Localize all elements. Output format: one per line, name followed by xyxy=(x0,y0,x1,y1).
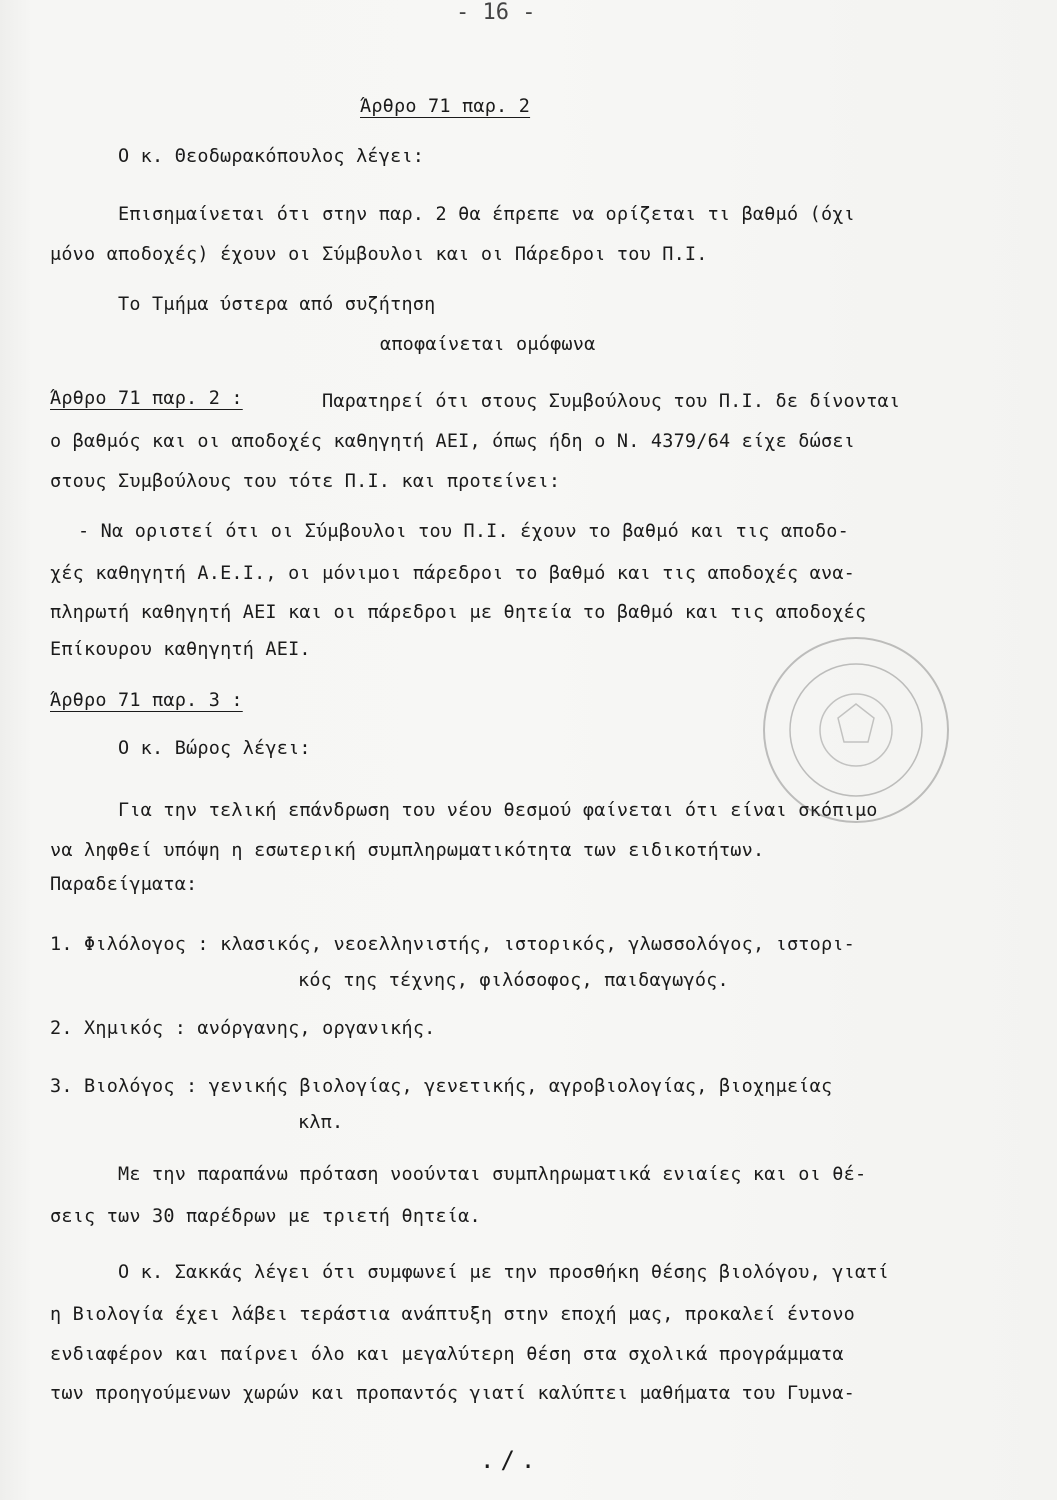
paragraph-line: η Βιολογία έχει λάβει τεράστια ανάπτυξη στην εποχή μας, προκαλεί έντονο xyxy=(50,1304,855,1325)
paragraph-line: Για την τελική επάνδρωση του νέου θεσμού φαίνεται ότι είναι σκόπιμο xyxy=(118,800,878,821)
example-item-3: 3. Βιολόγος : γενικής βιολογίας, γενετικής, αγροβιολογίας, βιοχημείας xyxy=(50,1076,833,1097)
paragraph-line: των προηγούμενων χωρών και προπαντός γιατί καλύπτει μαθήματα του Γυμνα- xyxy=(50,1383,855,1404)
proposal-line: - Να οριστεί ότι οι Σύμβουλοι του Π.Ι. έχουν το βαθμό και τις αποδο- xyxy=(78,521,849,542)
speaker-voros: Ο κ. Βώρος λέγει: xyxy=(118,738,311,759)
proposal-line: Επίκουρου καθηγητή ΑΕΙ. xyxy=(50,639,311,660)
paragraph-line: ενδιαφέρον και παίρνει όλο και μεγαλύτερη θέση στα σχολικά προγράμματα xyxy=(50,1344,844,1365)
heading-article-71-par-2: Άρθρο 71 παρ. 2 xyxy=(360,96,531,117)
proposal-line: πληρωτή καθηγητή ΑΕΙ και οι πάρεδροι με θητεία το βαθμό και τις αποδοχές xyxy=(50,602,867,623)
heading-article-71-par-2-b: Άρθρο 71 παρ. 2 : xyxy=(50,388,243,409)
proposal-line: χές καθηγητή Α.Ε.Ι., οι μόνιμοι πάρεδροι το βαθμό και τις αποδοχές ανα- xyxy=(50,563,855,584)
page-number: - 16 - xyxy=(456,0,536,25)
examples-label: Παραδείγματα: xyxy=(50,874,198,895)
paragraph-line: Επισημαίνεται ότι στην παρ. 2 θα έπρεπε να ορίζεται τι βαθμό (όχι xyxy=(118,204,855,225)
example-item-3-continued: κλπ. xyxy=(298,1112,344,1133)
example-item-1: 1. Φιλόλογος : κλασικός, νεοελληνιστής, ιστορικός, γλωσσολόγος, ιστορι- xyxy=(50,934,855,955)
paragraph-line: Το Τμήμα ύστερα από συζήτηση xyxy=(118,294,436,315)
paragraph-line: να ληφθεί υπόψη η εσωτερική συμπληρωματικότητα των ειδικοτήτων. xyxy=(50,840,765,861)
speaker-sakkas: Ο κ. Σακκάς λέγει ότι συμφωνεί με την προσθήκη θέσης βιολόγου, γιατί xyxy=(118,1262,889,1283)
example-item-1-continued: κός της τέχνης, φιλόσοφος, παιδαγωγός. xyxy=(298,970,729,991)
paragraph-line: Παρατηρεί ότι στους Συμβούλους του Π.Ι. δε δίνονται xyxy=(322,391,901,412)
paragraph-line: στους Συμβούλους του τότε Π.Ι. και προτείνει: xyxy=(50,471,561,492)
example-item-2: 2. Χημικός : ανόργανης, οργανικής. xyxy=(50,1018,436,1039)
decision-text: αποφαίνεται ομόφωνα xyxy=(380,334,596,355)
heading-article-71-par-3: Άρθρο 71 παρ. 3 : xyxy=(50,690,243,711)
paragraph-line: σεις των 30 παρέδρων με τριετή θητεία. xyxy=(50,1206,481,1227)
paragraph-line: ο βαθμός και οι αποδοχές καθηγητή ΑΕΙ, όπως ήδη ο Ν. 4379/64 είχε δώσει xyxy=(50,431,855,452)
continuation-mark: ./. xyxy=(480,1446,542,1474)
speaker-theodorakopoulos: Ο κ. Θεοδωρακόπουλος λέγει: xyxy=(118,146,425,167)
official-seal-stamp xyxy=(756,630,956,830)
paragraph-line: Με την παραπάνω πρόταση νοούνται συμπληρωματικά ενιαίες και οι θέ- xyxy=(118,1164,867,1185)
paragraph-line: μόνο αποδοχές) έχουν οι Σύμβουλοι και οι Πάρεδροι του Π.Ι. xyxy=(50,244,708,265)
